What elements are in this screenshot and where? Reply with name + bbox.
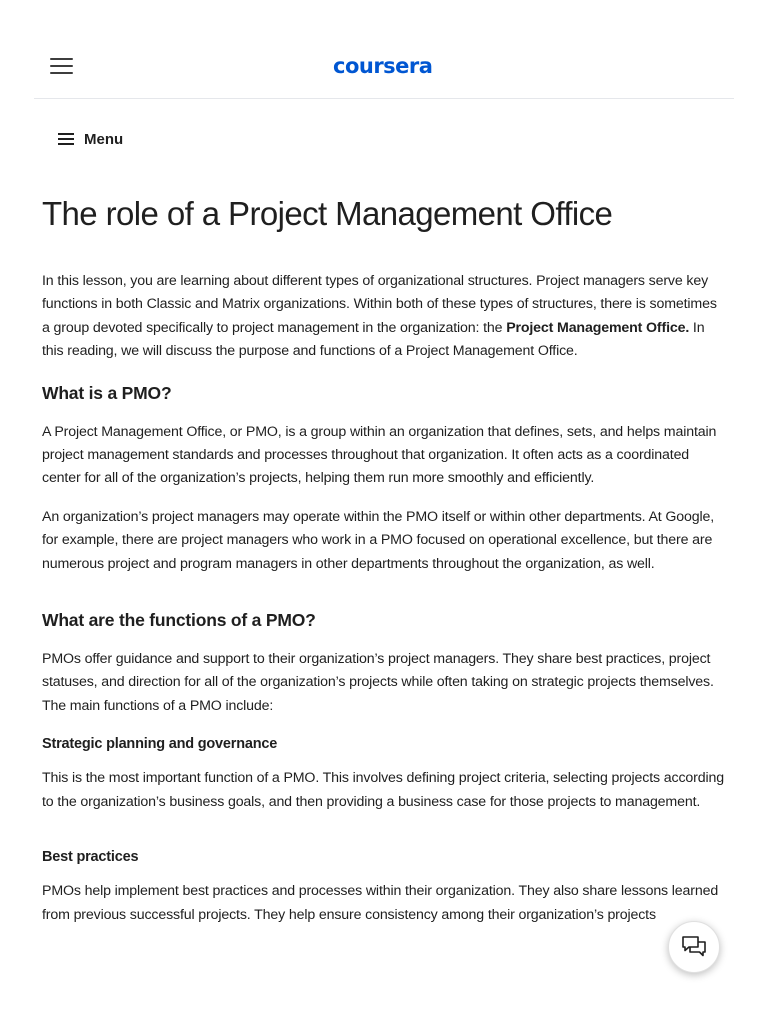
menu-lines-icon: [58, 132, 74, 146]
coursera-logo[interactable]: coursera: [333, 54, 433, 78]
pmo-functions-heading: What are the functions of a PMO?: [42, 610, 316, 631]
what-is-pmo-paragraph-2: An organization’s project managers may operate within the PMO itself or within other departments. At Google, for example, there are project managers who work in a PMO focused on operational excellence, but there are numerous project and program managers in other departments throughout the organization, as well.: [42, 508, 714, 572]
intro-text-end: In this reading, we will discuss the purpose and functions of a Project Management Office.: [42, 319, 705, 360]
chat-button[interactable]: [668, 921, 720, 973]
best-practices-paragraph: PMOs help implement best practices and processes within their organization. They also share lessons learned from previous successful projects. They help ensure consistency among their organization’s projects: [42, 883, 719, 923]
menu-button[interactable]: [58, 127, 123, 151]
intro-paragraph: [42, 270, 728, 364]
hamburger-icon[interactable]: [50, 56, 74, 76]
intro-bold-text: Project Management Office.: [506, 319, 690, 336]
content-cutoff: [0, 988, 768, 1024]
strategic-planning-heading: Strategic planning and governance: [42, 736, 278, 753]
top-header: [34, 0, 734, 99]
intro-text: In this lesson, you are learning about different types of organizational structures. Project managers serve key functions in both Classic and Matrix organizations. Within both of these types of structures, there is sometimes a group devoted specifically to project management in the organization: the: [42, 273, 717, 336]
best-practices-heading: Best practices: [42, 849, 139, 866]
strategic-planning-paragraph: This is the most important function of a PMO. This involves defining project criteria, selecting projects according to the organization’s business goals, and then providing a business case for those projects to management.: [42, 770, 724, 810]
what-is-pmo-heading: What is a PMO?: [42, 382, 172, 403]
menu-label: Menu: [84, 130, 124, 148]
pmo-functions-paragraph: PMOs offer guidance and support to their organization’s project managers. They share best practices, project statuses, and direction for all of the organization’s projects while often taking on strategic projects themselves. The main functions of a PMO include:: [42, 651, 714, 714]
chat-bubbles-icon: [680, 933, 708, 961]
page-title: The role of a Project Management Office: [42, 195, 613, 232]
what-is-pmo-paragraph-1: A Project Management Office, or PMO, is a group within an organization that defines, sets, and helps maintain project management standards and processes throughout that organization. It often acts as a coordinated center for all of the organization’s projects, helping them run more smoothly and efficiently.: [42, 423, 717, 487]
article-content: [42, 190, 728, 927]
